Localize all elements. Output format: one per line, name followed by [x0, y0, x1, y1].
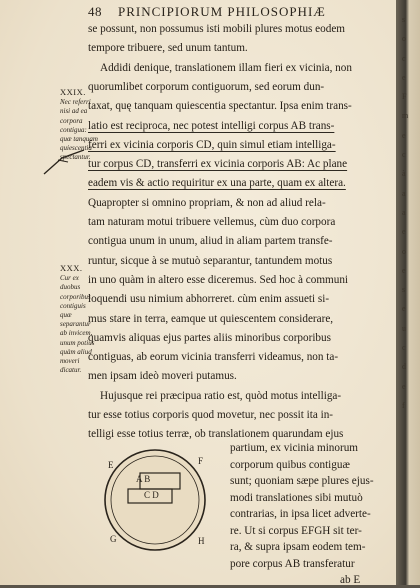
text-line: quamvis aliquas ejus partes aliis minoribus corporibus	[88, 331, 331, 344]
facing-page-letter: e	[402, 227, 406, 237]
facing-page-letter: c	[402, 53, 406, 63]
text-line: re. Ut si corpus EFGH sit ter-	[230, 524, 362, 537]
facing-page-letter: c	[402, 150, 406, 160]
facing-page-letter: m	[402, 111, 409, 121]
margin-note-text: Cur ex duobus corporibus contiguis quæ separantur ab invicem, unum potius quàm aliud moveri dicatur.	[60, 274, 95, 375]
underlined-text-line: tur corpus CD, transferri ex vicinia corporis AB: Ac plane	[88, 158, 348, 171]
text-line: pore corpus AB transferatur	[230, 557, 355, 570]
text-line: ra, & supra ipsam eodem tem-	[230, 541, 366, 553]
text-line: Quapropter si omnino propriam, & non ad aliud rela-	[88, 196, 326, 209]
facing-page-letter: f	[402, 400, 405, 410]
text-line: Addidi denique, translationem illam fieri ex vicinia, non	[100, 61, 352, 74]
text-line: mus stare in terra, eamque ut quiescentem considerare,	[88, 312, 334, 325]
facing-page-letter: a	[402, 207, 406, 217]
figure-label-h: H	[198, 536, 205, 546]
text-line: taxat, quę tanquam quiescentia spectantur. Ipsa enim trans-	[88, 100, 352, 113]
underlined-text-line: latio est reciproca, nec potest intelligi corpus AB trans-	[88, 119, 335, 132]
figure-label-f: F	[198, 456, 204, 466]
text-line: loquendi usu nimium abhorreret. cùm enim assueti si-	[88, 293, 330, 306]
facing-page-letter: e	[402, 304, 406, 314]
running-title: PRINCIPIORUM PHILOSOPHIÆ	[118, 4, 326, 19]
facing-page-letter: s	[402, 15, 406, 24]
margin-note-xxx	[60, 264, 98, 375]
facing-page-letter: c	[402, 343, 406, 353]
facing-page-edge-text	[402, 10, 420, 415]
figure-label-g: G	[110, 534, 117, 544]
facing-page-letter: o	[402, 246, 406, 256]
underlined-text-line: eadem vis & actio requiritur ex una parte, quam ex altera.	[88, 177, 346, 190]
margin-note-number: XXIX.	[60, 87, 86, 97]
text-line: corporum quibus contiguæ	[230, 458, 350, 471]
facing-page-letter: e	[402, 265, 406, 275]
text-line: modi translationes sibi mutuò	[230, 491, 363, 504]
facing-page-letter: u	[402, 323, 406, 333]
figure-label-e: E	[108, 460, 114, 470]
figure-label-cd: C D	[144, 490, 159, 500]
margin-note-text: Nec referri nisi ad ea corpora contigua: quæ tanquam quiescentia spectantur.	[60, 98, 98, 162]
running-head	[88, 2, 388, 20]
earth-circle-outer	[105, 450, 205, 550]
facing-page-letter: F	[402, 92, 407, 102]
text-line: men ipsam ideò moveri putamus.	[88, 370, 237, 383]
text-line: telligi esse totius terræ, ob translationem quarundam ejus	[88, 428, 344, 441]
text-line: Hujusque rei præcipua ratio est, quòd motus intelliga-	[100, 389, 342, 402]
facing-page-letter: a	[402, 188, 406, 198]
text-line: tam naturam motui tribuere vellemus, cùm duo corpora	[88, 216, 336, 228]
text-line: se possunt, non possumus isti mobili plures motus eodem	[88, 23, 346, 35]
facing-page-letter: s	[402, 285, 406, 295]
facing-page-letter: d	[402, 362, 406, 372]
diagram-figure	[100, 445, 210, 555]
page-number: 48	[88, 4, 102, 19]
facing-page-letter: o	[402, 34, 406, 44]
text-line: runtur, sicque à se mutuò separantur, tantundem motus	[88, 254, 333, 267]
text-line: contigua unum in unum, aliud in aliam partem transfe-	[88, 235, 333, 248]
text-line: in uno quàm in altero esse diceremus. Sed hoc à communi	[88, 273, 349, 286]
facing-page-letter: à	[402, 169, 406, 179]
handwritten-mark	[40, 148, 90, 178]
text-line: contrarias, in ipsa licet adverte-	[230, 508, 371, 520]
text-line: contiguas, ab eorum vicinia transferri videamus, non ta-	[88, 351, 339, 364]
underlined-text-line: ferri ex vicinia corporis CD, quin simul etiam intelliga-	[88, 138, 336, 151]
text-line: tur esse totius corporis quod movetur, nec possit ita in-	[88, 409, 334, 421]
facing-page-letter: e	[402, 72, 406, 82]
catchword: ab E	[340, 574, 361, 586]
text-line: quorumlibet corporum contiguorum, sed eorum dun-	[88, 80, 325, 93]
facing-page-letter: e	[402, 130, 406, 140]
text-line: partium, ex vicinia minorum	[230, 442, 359, 454]
margin-note-number: XXX.	[60, 263, 83, 273]
text-line: sunt; quoniam sæpe plures ejus-	[230, 475, 374, 487]
text-line: tempore tribuere, sed unum tantum.	[88, 42, 248, 55]
figure-label-ab: A B	[136, 474, 151, 484]
facing-page-letter: e	[402, 381, 406, 391]
